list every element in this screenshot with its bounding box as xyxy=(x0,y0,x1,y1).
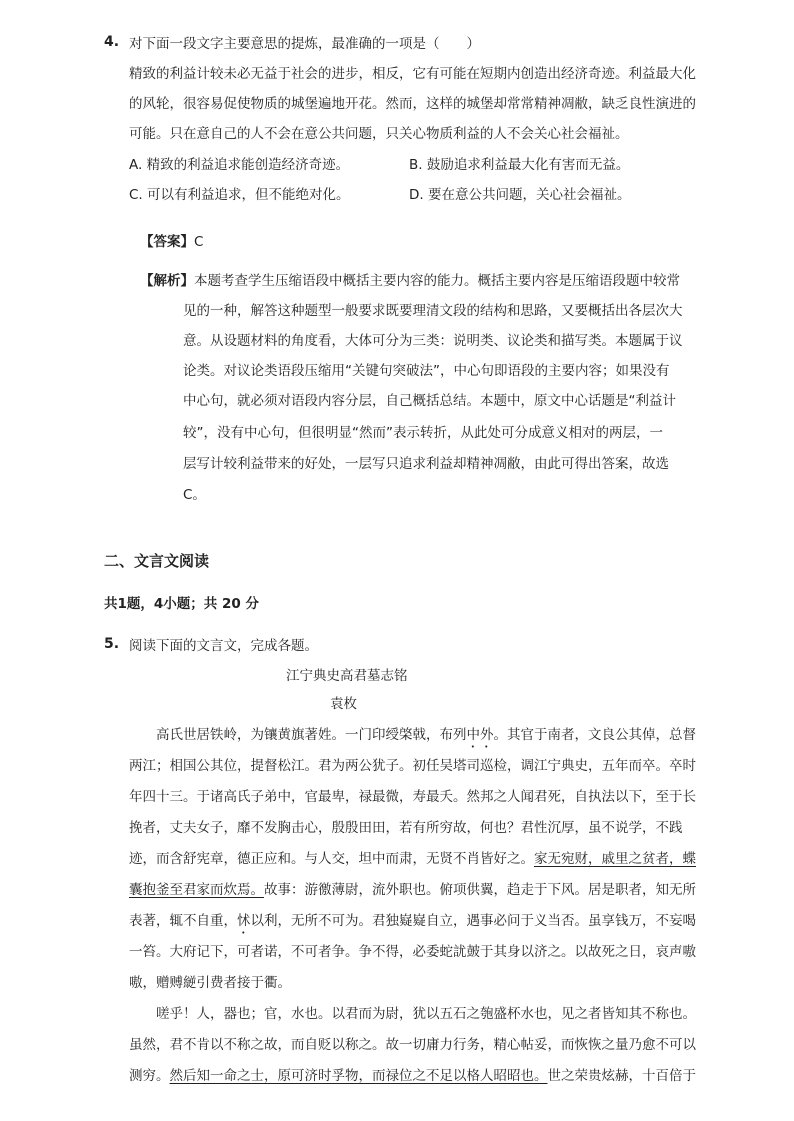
passage-line-1: 高氏世居铁岭，为镶黄旗著姓。一门印绶棨戟，布列中外。其官于南者，文良公其倬，总督 xyxy=(129,727,696,743)
analysis-line-8: C。 xyxy=(183,487,206,503)
analysis-line-1: 【解析】本题考查学生压缩语段中概括主要内容的能力。概括主要内容是压缩语段题中较常 xyxy=(140,273,680,289)
passage-line-9: 嗷，赠赙縌引费者接于衢。 xyxy=(129,975,291,991)
analysis-line-5: 中心句，就必须对语段内容分层，自己概括总结。本题中，原文中心话题是“利益计 xyxy=(183,393,676,409)
question-4-stem: 对下面一段文字主要意思的提炼，最准确的一项是（ ） xyxy=(129,36,480,52)
section-heading: 二、文言文阅读 xyxy=(104,552,210,570)
underlined-sentence: 然后知一命之士，原可济时孚物，而禄位之不足以格人昭昭也。 xyxy=(169,1068,548,1084)
passage-title: 江宁典史高君墓志铭 xyxy=(286,668,408,684)
analysis-line-4: 论类。对议论类语段压缩用“关键句突破法”，中心句即语段的主要内容；如果没有 xyxy=(183,363,670,379)
option-d: D. 要在意公共问题，关心社会福祉。 xyxy=(409,187,631,203)
question-4-passage-line-2: 的风轮，很容易促使物质的城堡遍地开花。然而，这样的城堡却常常精神凋敝，缺乏良性演进的 xyxy=(129,96,696,112)
question-4-number: 4. xyxy=(104,34,120,50)
analysis-line-2: 见的一种，解答这种题型一般要求既要理清文段的结构和思路，又要概括出各层次大 xyxy=(183,303,683,319)
analysis-line-7: 层写计较利益带来的好处，一层写只追求利益却精神凋敝，由此可得出答案，故选 xyxy=(183,456,669,472)
dotted-word: 中外 xyxy=(466,727,494,743)
passage-line-11: 虽然，君不肯以不称之故，而自贬以称之。故一切庸力行务，精心帖妥，而恢恢之量乃愈不可以 xyxy=(129,1037,696,1053)
section-summary: 共1题，4小题；共 20 分 xyxy=(104,596,259,612)
option-a: A. 精致的利益追求能创造经济奇迹。 xyxy=(129,157,350,173)
passage-line-4: 挽者，丈夫女子，靡不发胸击心，殷殷田田，若有所穷故，何也？君性沉厚，虽不说学，不践 xyxy=(129,820,683,836)
underlined-sentence: 囊抱釜至君家而炊焉。 xyxy=(129,882,264,898)
passage-line-10: 嗟乎！人，器也；官，水也。以君而为尉，犹以五石之匏盛杯水也，见之者皆知其不称也。 xyxy=(129,1006,696,1022)
passage-line-6: 囊抱釜至君家而炊焉。故事：游徼薄尉，流外职也。俯项供翼，趋走于下风。居是职者，知无所 xyxy=(129,882,696,898)
option-b: B. 鼓励追求利益最大化有害而无益。 xyxy=(409,157,630,173)
question-4-passage-line-3: 可能。只在意自己的人不会在意公共问题，只关心物质利益的人不会关心社会福祉。 xyxy=(129,126,629,142)
answer-label: 【答案】 xyxy=(140,234,194,250)
analysis-label: 【解析】 xyxy=(140,273,194,289)
passage-line-5: 迹，而含舒宪章，德正应和。与人交，坦中而肃，无贤不肖皆好之。家无宛财，戚里之贫者，蝶 xyxy=(129,851,696,867)
analysis-line-3: 意。从设题材料的角度看，大体可分为三类：说明类、议论类和描写类。本题属于议 xyxy=(183,333,683,349)
passage-line-2: 两江；相国公其位，提督松江。君为两公犹子。初任吴塔司巡检，调江宁典史，五年而卒。卒时 xyxy=(129,758,696,774)
passage-line-12: 测穷。然后知一命之士，原可济时孚物，而禄位之不足以格人昭昭也。世之荣贵炫赫，十百倍于 xyxy=(129,1068,696,1084)
underlined-sentence: 家无宛财，戚里之贫者，蝶 xyxy=(534,851,696,867)
answer-value: C xyxy=(194,234,204,250)
question-5-stem: 阅读下面的文言文，完成各题。 xyxy=(129,638,318,654)
question-5-number: 5. xyxy=(104,636,120,652)
answer-row xyxy=(140,232,203,252)
passage-line-3: 年四十三。于诸高氏子弟中，官最卑，禄最微，寿最夭。然邦之人闻君死，自执法以下，至于长 xyxy=(129,789,696,805)
passage-author: 袁枚 xyxy=(330,696,357,712)
passage-line-7: 表著，辄不自重，怵以利，无所不可为。君独嶷嶷自立，遇事必问于义当否。虽享钱万，不妄喝 xyxy=(129,913,696,929)
passage-line-8: 一笞。大府记下，可者诺，不可者争。争不得，必委蛇訧皷于其身以济之。以故死之日，哀声嗷 xyxy=(129,944,696,960)
analysis-line-6: 较”，没有中心句，但很明显“然而”表示转折，从此处可分成意义相对的两层，一 xyxy=(183,425,663,441)
dotted-word: 怵 xyxy=(237,913,251,929)
question-4-passage-line-1: 精致的利益计较未必无益于社会的进步，相反，它有可能在短期内创造出经济奇迹。利益最大化 xyxy=(129,66,696,82)
option-c: C. 可以有利益追求，但不能绝对化。 xyxy=(129,187,350,203)
